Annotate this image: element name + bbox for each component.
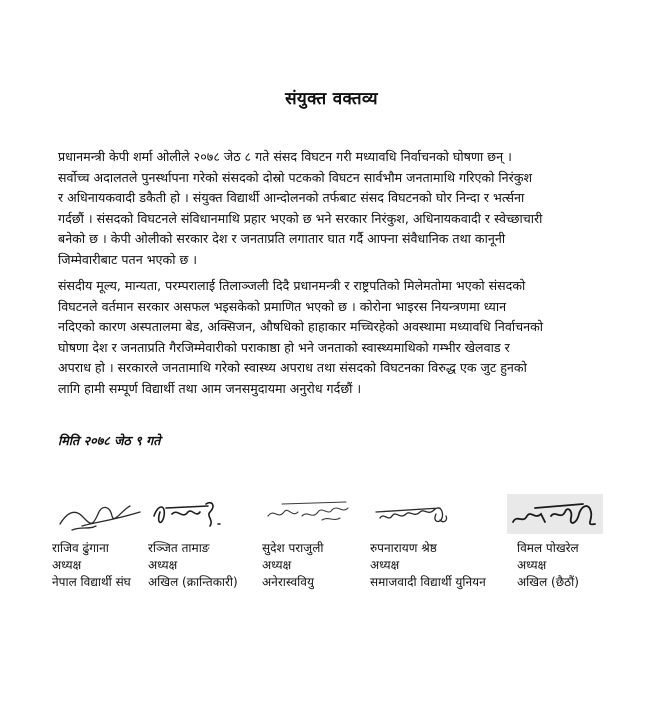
signatory-5 — [517, 540, 579, 591]
paragraph-2-line: लागि हामी सम्पूर्ण विद्यार्थी तथा आम जनसमुदायमा अनुरोध गर्दछौं । — [58, 380, 362, 396]
signature-5-scribble — [500, 486, 610, 540]
signatory-organization: अखिल (छैठौं) — [517, 575, 579, 589]
paragraph-2-line: संसदीय मूल्य, मान्यता, परम्परालाई तिलाञ्जली दिदै प्रधानमन्त्री र राष्ट्रपतिको मिलेमतोमा भएको संसदको — [58, 278, 526, 293]
signatory-3 — [262, 540, 323, 591]
signature-2 — [148, 486, 258, 540]
signatory-organization: अनेरास्ववियु — [262, 575, 314, 589]
statement-paragraph-1 — [58, 147, 614, 271]
paragraph-2-line: नदिएको कारण अस्पतालमा बेड, अक्सिजन, औषधिको हाहाकार मच्चिरहेको अवस्थामा मध्यावधि निर्वाचनको — [58, 319, 544, 335]
signatory-role: अध्यक्ष — [262, 558, 292, 572]
paragraph-1-line: प्रधानमन्त्री केपी शर्मा ओलीले २०७८ जेठ ८ गते संसद विघटन गरी मध्यावधि निर्वाचनको घोषणा छन् । — [58, 149, 512, 164]
signature-3-scribble — [262, 486, 362, 540]
signatory-name: राजिव ढुंगाना — [52, 541, 109, 555]
paragraph-1-line: सर्वोच्च अदालतले पुनर्स्थापना गरेको संसदको दोस्रो पटकको विघटन सार्वभौम जनतामाथि गरिएको निरंकुश — [58, 169, 533, 185]
signature-5 — [500, 486, 610, 540]
paragraph-2-line: घोषणा देश र जनताप्रति गैरजिम्मेवारीको पराकाष्ठा हो भने जनताको स्वास्थ्यमाथिको गम्भीर खेलवाड र — [58, 339, 510, 355]
signatory-role: अध्यक्ष — [52, 558, 82, 572]
paragraph-2-line: विघटनले वर्तमान सरकार असफल भइसकेको प्रमाणित भएको छ । कोरोना भाइरस नियन्त्रणमा ध्यान — [58, 298, 507, 314]
signature-2-scribble — [148, 486, 248, 540]
paragraph-1-line: जिम्मेवारीबाट पतन भएको छ । — [58, 251, 198, 267]
signatory-role: अध्यक्ष — [517, 558, 547, 572]
signatory-organization: नेपाल विद्यार्थी संघ — [52, 575, 131, 589]
signature-4-scribble — [370, 486, 470, 540]
signature-3 — [262, 486, 372, 540]
signature-1 — [52, 486, 162, 540]
statement-paragraph-2 — [58, 276, 614, 400]
paragraph-1-line: र अधिनायकवादी डकैती हो । संयुक्त विद्यार्थी आन्दोलनको तर्फबाट संसद विघटनको घोर निन्दा र भर्त्सना — [58, 190, 525, 206]
signatory-4 — [370, 540, 486, 591]
signature-1-scribble — [52, 486, 152, 540]
paragraph-2-line: अपराध हो । सरकारले जनतामाथि गरेको स्वास्थ्य अपराध तथा संसदको विघटनका विरुद्ध एक जुट हुनको — [58, 360, 527, 376]
signatory-name: रुपनारायण श्रेष्ठ — [370, 541, 437, 555]
statement-date: मिति २०७८ जेठ ९ गते — [58, 433, 161, 448]
paragraph-1-line: बनेको छ । केपी ओलीको सरकार देश र जनताप्रति लगातार घात गर्दै आफ्ना संवैधानिक तथा कानूनी — [58, 231, 506, 247]
signatory-name: सुदेश पराजुली — [262, 541, 324, 555]
signatory-organization: अखिल (क्रान्तिकारी) — [148, 575, 238, 589]
statement-title: संयुक्त वक्तव्य — [285, 89, 378, 109]
signature-4 — [370, 486, 480, 540]
signatory-name: रञ्जित तामाङ — [148, 541, 210, 555]
signatory-role: अध्यक्ष — [148, 558, 178, 572]
signatory-1 — [52, 540, 131, 591]
signatory-2 — [148, 540, 238, 591]
paragraph-1-line: गर्दछौं । संसदको विघटनले संविधानमाथि प्रहार भएको छ भने सरकार निरंकुश, अधिनायकवादी र स्वेच्छाचारी — [58, 210, 543, 226]
signatory-name: विमल पोखरेल — [517, 541, 579, 555]
signatory-organization: समाजवादी विद्यार्थी युनियन — [370, 575, 486, 589]
signatory-role: अध्यक्ष — [370, 558, 400, 572]
